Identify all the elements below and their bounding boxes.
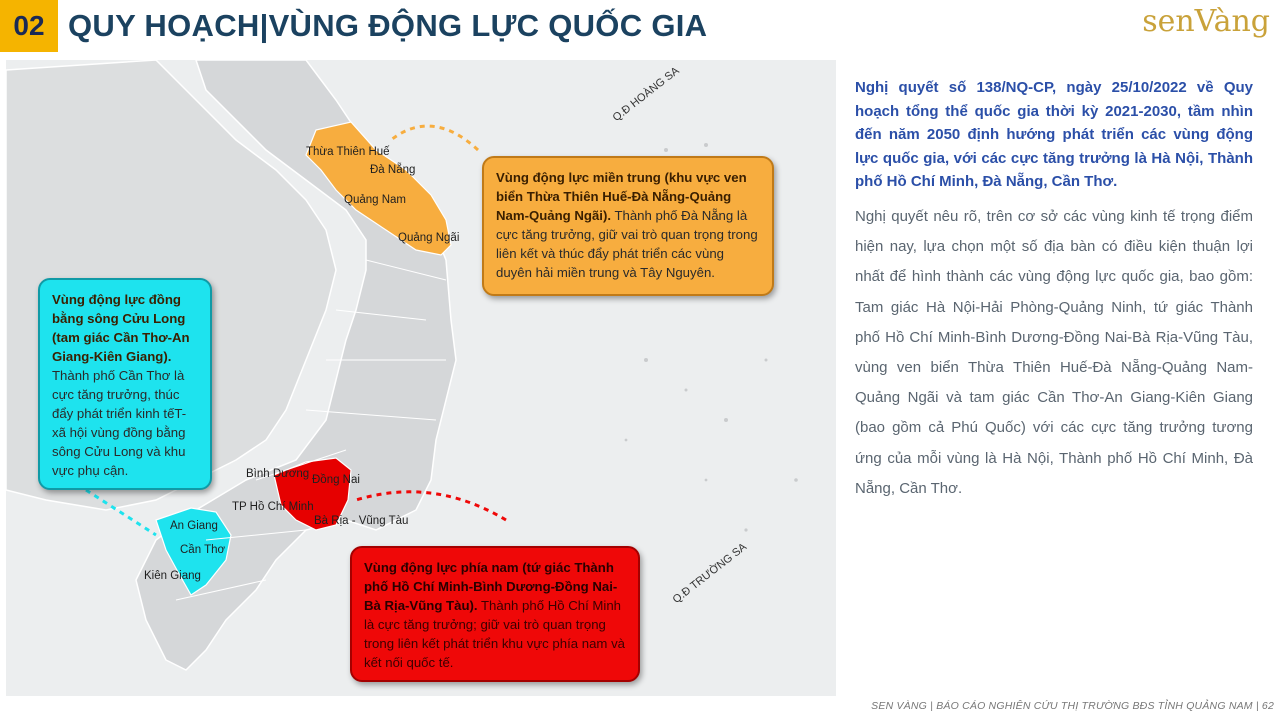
callout-central-title: Vùng động lực miền trung (khu vực ven biển Thừa Thiên Huế-Đà Nẵng-Quảng Nam-Quảng Ngãi). — [496, 170, 747, 223]
place-thua-thien-hue: Thừa Thiên Huế — [306, 146, 390, 158]
callout-central-text: Thành phố Đà Nẵng là cực tăng trưởng, giữ vai trò quan trọng trong liên kết và thúc đẩy phát triển các vùng duyên hải miền trung và Tây Nguyên. — [496, 208, 758, 280]
label-hoang-sa: Q.Đ HOÀNG SA — [610, 64, 682, 124]
place-dong-nai: Đồng Nai — [312, 474, 360, 486]
callout-south-title: Vùng động lực phía nam (tứ giác Thành phố Hồ Chí Minh-Bình Dương-Đồng Nai-Bà Rịa-Vũng Tàu). — [364, 560, 618, 613]
callout-mekong-title: Vùng động lực đồng bằng sông Cửu Long (tam giác Cần Thơ-An Giang-Kiên Giang). — [52, 292, 190, 364]
place-binh-duong: Bình Dương — [246, 468, 310, 480]
body-paragraph: Nghị quyết nêu rõ, trên cơ sở các vùng kinh tế trọng điểm hiện nay, lựa chọn một số địa bàn có điều kiện thuận lợi nhất để hình thành các vùng động lực quốc gia, bao gồm: Tam giác Hà Nội-Hải Phòng-Quảng Ninh, tứ giác Thành phố Hồ Chí Minh-Bình Dương-Đồng Nai-Bà Rịa-Vũng Tàu, vùng ven biển Thừa Thiên Huế-Đà Nẵng-Quảng Nam-Quảng Ngãi và tam giác Cần Thơ-An Giang-Kiên Giang (bao gồm cả Phú Quốc) với các cực tăng trưởng tương ứng của mỗi vùng là Hà Nội, Thành phố Hồ Chí Minh, Đà Nẵng, Cần Thơ. — [855, 207, 1253, 497]
callout-central-region — [482, 156, 774, 296]
arrow-central — [391, 126, 478, 150]
callout-mekong-text: Thành phố Cần Thơ là cực tăng trưởng, thúc đẩy phát triển kinh tếT-xã hội vùng đồng bằng sông Cửu Long và khu vực phụ cận. — [52, 368, 187, 478]
place-ba-ria: Bà Rịa - Vũng Tàu — [314, 515, 409, 527]
callout-south-region — [350, 546, 640, 682]
callout-mekong-region — [38, 278, 212, 490]
vietnam-map — [6, 60, 836, 696]
callout-south-text: Thành phố Hồ Chí Minh là cực tăng trưởng; giữ vai trò quan trọng trong liên kết phát triển khu vực phía nam và kết nối quốc tế. — [364, 598, 626, 670]
place-da-nang: Đà Nẵng — [370, 164, 416, 176]
place-kien-giang: Kiên Giang — [144, 570, 201, 582]
place-tp-hcm: TP Hồ Chí Minh — [232, 501, 314, 513]
place-quang-nam: Quảng Nam — [344, 194, 407, 206]
place-can-tho: Cần Thơ — [180, 544, 226, 556]
text-column — [855, 76, 1253, 504]
label-truong-sa: Q.Đ TRƯỜNG SA — [670, 541, 750, 606]
page-title: QUY HOẠCH|VÙNG ĐỘNG LỰC QUỐC GIA — [68, 8, 708, 43]
brand-logo: senVàng — [1142, 4, 1270, 39]
place-quang-ngai: Quảng Ngãi — [398, 232, 460, 244]
lead-paragraph: Nghị quyết số 138/NQ-CP, ngày 25/10/2022 về Quy hoạch tổng thể quốc gia thời kỳ 2021-2030, tầm nhìn đến năm 2050 định hướng phát triển các vùng động lực quốc gia, với các cực tăng trưởng là Hà Nội, Thành phố Hồ Chí Minh, Đà Nẵng, Cần Thơ. — [855, 79, 1253, 191]
place-an-giang: An Giang — [170, 520, 218, 532]
section-number: 02 — [0, 0, 58, 52]
page-footer: SEN VÀNG | BÁO CÁO NGHIÊN CỨU THỊ TRƯỜNG BĐS TỈNH QUẢNG NAM | 62 — [871, 700, 1274, 712]
